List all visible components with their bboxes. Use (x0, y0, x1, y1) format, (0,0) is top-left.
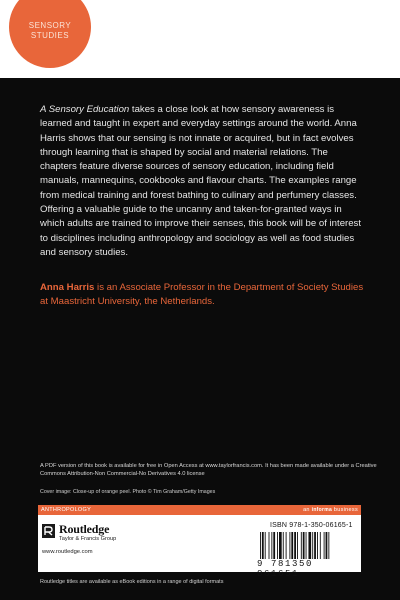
subject-bar (38, 505, 361, 515)
author-bio-text: is an Associate Professor in the Department of Society Studies at Maastricht University, the Netherlands. (40, 282, 364, 308)
informa-tagline: an informa business (303, 507, 358, 513)
subject-label: ANTHROPOLOGY (41, 507, 92, 513)
series-badge (9, 0, 91, 68)
publisher-name: Routledge (59, 522, 110, 536)
cover-credit: Cover image: Close-up of orange peel. Photo © Tim Graham/Getty Images (40, 489, 216, 495)
publisher-footer (38, 515, 361, 579)
isbn: ISBN 978-1-350-06165-1 (270, 522, 353, 529)
author-name: Anna Harris (40, 282, 95, 293)
series-badge-line1: SENSORY (28, 21, 72, 30)
series-badge-line2: STUDIES (30, 31, 70, 40)
author-bio (40, 281, 366, 310)
top-band (0, 0, 400, 78)
blurb-text: takes a close look at how sensory awareness is learned and taught in expert and everyday settings around the world. Anna Harris shows that our sensing is not innate or acquired, but in fact evolves through learning that is shaped by social and material relations. The chapters feature diverse sources of sensory education, including field manuals, mannequins, cookbooks and flavour charts. The examples range from medical training and forest bathing to culinary and perfumery classes. Offering a valuable guide to the uncanny and taken-for-granted ways in which adults are trained to improve their senses, this book will be of interest to disciplines including anthropology and sociology as well as food studies and sensory studies. (40, 104, 362, 258)
publisher-group: Taylor & Francis Group (59, 536, 117, 542)
open-access-note: A PDF version of this book is available for free in Open Access at www.taylorfrancis.com. It has been made available under a Creative Commons Attribution-Non Commercial-No Derivatives 4.0 license (40, 463, 377, 477)
blurb-title: A Sensory Education (40, 104, 130, 115)
barcode (259, 532, 357, 562)
book-blurb (40, 103, 366, 260)
barcode-digits: 9 781350 061651 (257, 559, 314, 579)
ebook-note: Routledge titles are available as eBook editions in a range of digital formats (40, 579, 224, 585)
routledge-logo-icon (42, 524, 55, 538)
publisher-website: www.routledge.com (42, 549, 93, 555)
